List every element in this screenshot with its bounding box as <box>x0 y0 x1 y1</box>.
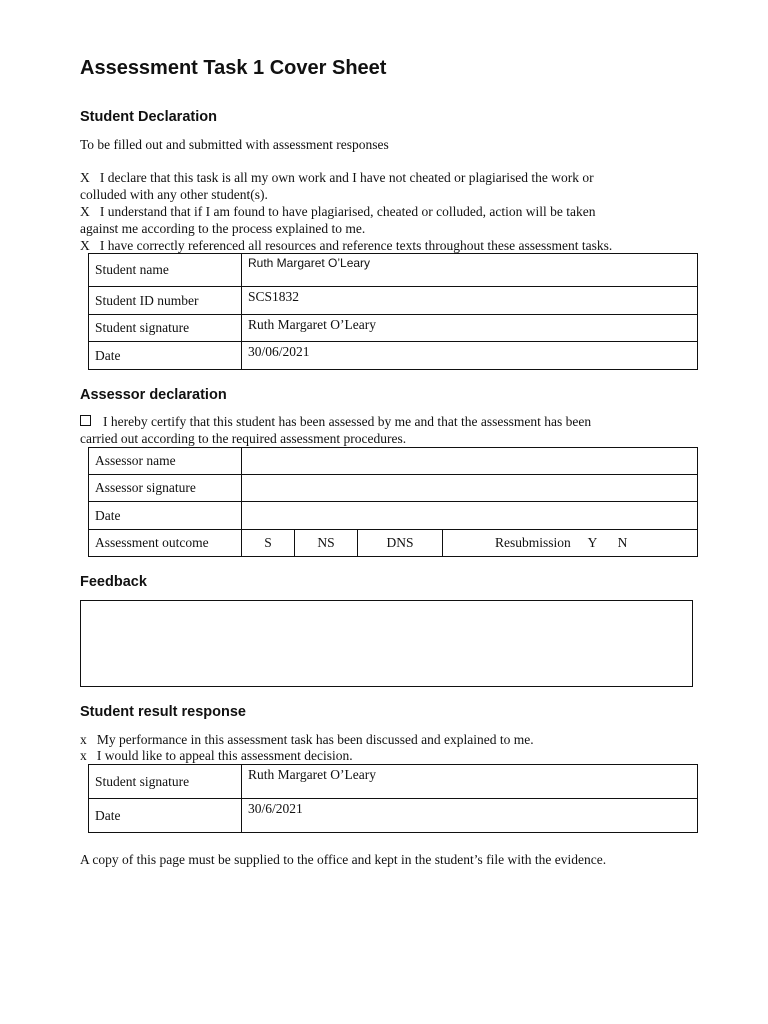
resubmission-label: Resubmission <box>495 535 571 550</box>
certify-checkbox[interactable] <box>80 415 91 426</box>
result-text: My performance in this assessment task has been discussed and explained to me. <box>96 732 534 747</box>
table-row <box>89 342 698 370</box>
result-text: I would like to appeal this assessment decision. <box>96 748 353 763</box>
assessor-name-label: Assessor name <box>89 448 242 475</box>
table-row <box>89 448 698 475</box>
declaration-mark: X <box>80 238 90 253</box>
student-id-label: Student ID number <box>89 287 242 315</box>
resubmission-no[interactable]: N <box>617 535 628 550</box>
certify-text: I hereby certify that this student has been assessed by me and that the assessment has been <box>103 414 592 429</box>
date-value[interactable]: 30/06/2021 <box>242 342 698 370</box>
feedback-box[interactable] <box>80 600 693 687</box>
assessment-outcome-label: Assessment outcome <box>89 530 242 557</box>
outcome-dns[interactable]: DNS <box>358 530 443 557</box>
result-signature-label: Student signature <box>89 765 242 799</box>
declaration-text: I understand that if I am found to have plagiarised, cheated or colluded, action will be taken <box>99 204 596 219</box>
declaration-mark: X <box>80 170 90 185</box>
student-signature-value[interactable]: Ruth Margaret O’Leary <box>242 315 698 342</box>
result-date-label: Date <box>89 799 242 833</box>
result-date-value[interactable]: 30/6/2021 <box>242 799 698 833</box>
table-row <box>89 475 698 502</box>
declaration-text-cont: colluded with any other student(s). <box>80 187 268 202</box>
certify-text-cont: carried out according to the required assessment procedures. <box>80 431 407 446</box>
result-mark: x <box>80 748 87 763</box>
result-line-2 <box>80 747 353 764</box>
outcome-s[interactable]: S <box>242 530 295 557</box>
table-row <box>89 287 698 315</box>
table-row <box>89 765 698 799</box>
table-row <box>89 254 698 287</box>
table-row <box>89 502 698 530</box>
student-result-table <box>88 764 698 833</box>
feedback-heading: Feedback <box>80 574 147 590</box>
assessor-declaration-heading: Assessor declaration <box>80 387 227 403</box>
outcome-ns[interactable]: NS <box>295 530 358 557</box>
footer-note: A copy of this page must be supplied to the office and kept in the student’s file with the evidence. <box>80 852 607 867</box>
result-mark: x <box>80 732 87 747</box>
result-signature-value[interactable]: Ruth Margaret O’Leary <box>242 765 698 799</box>
declaration-text: I declare that this task is all my own work and I have not cheated or plagiarised the work or <box>99 170 594 185</box>
student-name-value[interactable]: Ruth Margaret O’Leary <box>242 254 698 287</box>
student-declaration-heading: Student Declaration <box>80 109 217 125</box>
assessor-name-value[interactable] <box>242 448 698 475</box>
student-signature-label: Student signature <box>89 315 242 342</box>
student-declaration-intro: To be filled out and submitted with assessment responses <box>80 137 389 152</box>
result-line-1 <box>80 731 534 748</box>
resubmission-cell <box>443 530 698 557</box>
assessor-table <box>88 447 698 557</box>
declaration-line-3 <box>80 237 612 254</box>
date-label: Date <box>89 342 242 370</box>
declaration-text-cont: against me according to the process explained to me. <box>80 221 366 236</box>
student-details-table <box>88 253 698 370</box>
page-title: Assessment Task 1 Cover Sheet <box>80 57 387 79</box>
declaration-text: I have correctly referenced all resources and reference texts throughout these assessment tasks. <box>99 238 613 253</box>
student-name-label: Student name <box>89 254 242 287</box>
resubmission-yes[interactable]: Y <box>587 535 598 550</box>
declaration-mark: X <box>80 204 90 219</box>
assessor-signature-label: Assessor signature <box>89 475 242 502</box>
table-row <box>89 799 698 833</box>
table-row <box>89 530 698 557</box>
assessor-date-label: Date <box>89 502 242 530</box>
assessor-certify <box>80 413 591 447</box>
assessor-signature-value[interactable] <box>242 475 698 502</box>
student-result-heading: Student result response <box>80 704 246 720</box>
assessor-date-value[interactable] <box>242 502 698 530</box>
declaration-line-1 <box>80 169 594 203</box>
student-id-value[interactable]: SCS1832 <box>242 287 698 315</box>
table-row <box>89 315 698 342</box>
declaration-line-2 <box>80 203 595 237</box>
